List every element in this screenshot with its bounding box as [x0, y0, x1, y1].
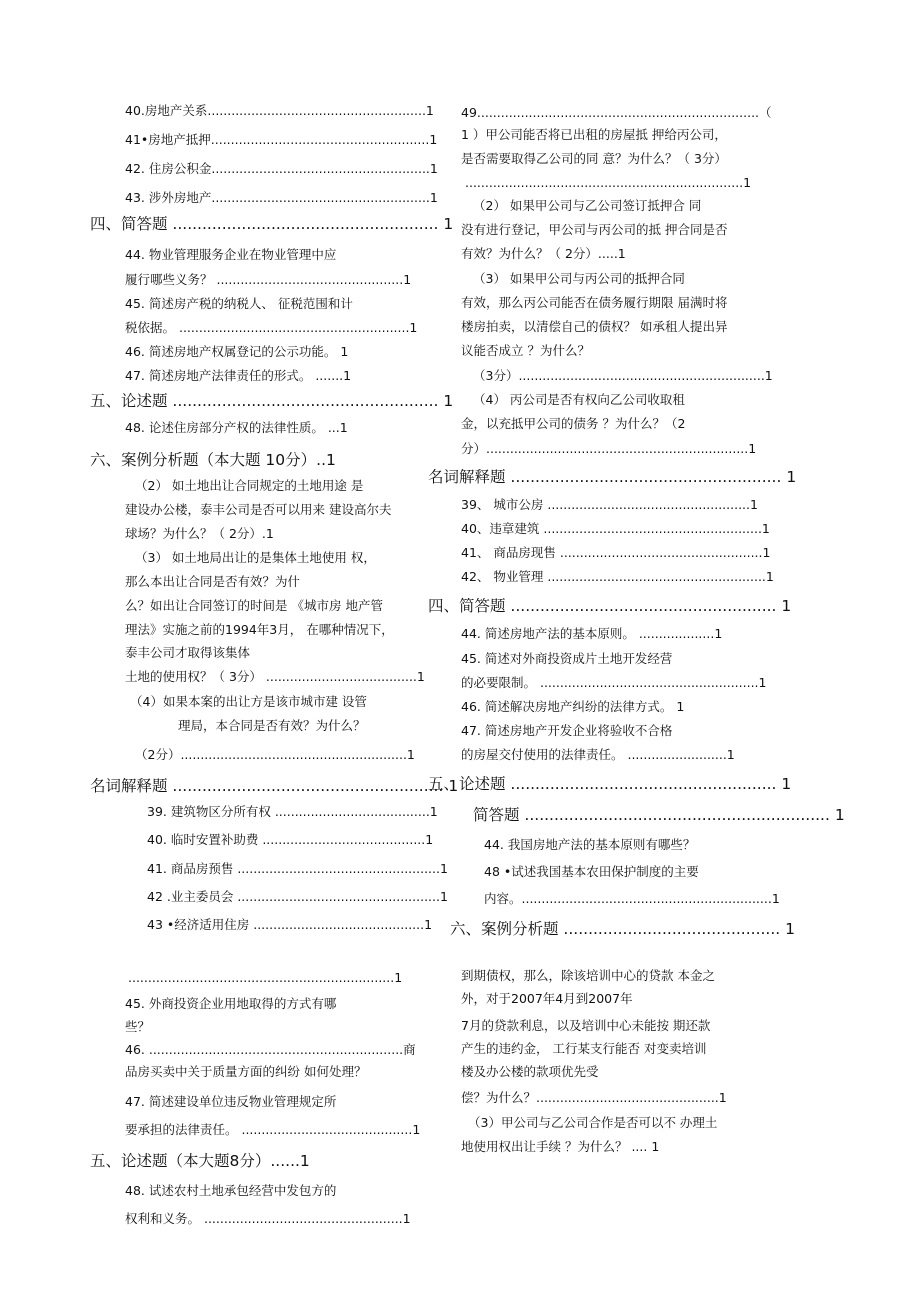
section-heading-short-answer-right: 四、简答题 ...................................................... 1 [428, 597, 792, 615]
entry-47: 47. 简述房地产法律责任的形式。 .......1 [125, 368, 352, 383]
case-49-q1-line1: 1 ）甲公司能否将已出租的房屋抵 押给丙公司， [461, 127, 727, 142]
entry-43-foreign-real-estate: 43. 涉外房地产.......................................................1 [125, 190, 438, 205]
case-49-q4-line2: 金，以充抵甲公司的债务 ？为什么？（2 [461, 416, 686, 431]
def-40: 40. 临时安置补助费 .........................................1 [147, 832, 434, 847]
case-49-q2-line1: （2） 如果甲公司与乙公司签订抵押合 同 [473, 198, 702, 213]
case-text-line2: 外，对于2007年4月到2007年 [461, 991, 633, 1006]
case-49-q3-line1: （3） 如果甲公司与丙公司的抵押合同 [473, 271, 685, 286]
def-39: 39. 建筑物区分所有权 .......................................1 [147, 804, 438, 819]
dotted-leader-line: ...................................................................1 [128, 970, 403, 985]
section-heading-case-analysis: 六、案例分析题（本大题 10分）..1 [90, 451, 336, 469]
right-entry-48-line2: 内容。...............................................................1 [484, 891, 780, 906]
right-entry-44b: 44. 我国房地产法的基本原则有哪些？ [484, 837, 696, 852]
def-right-41: 41、 商品房现售 ...................................................1 [461, 545, 771, 560]
case-49-q4-line1: （4） 丙公司是否有权向乙公司收取租 [473, 392, 685, 407]
case-49-q2-line2: 没有进行登记，甲公司与丙公司的抵 押合同是否 [461, 222, 728, 237]
case-49-header: 49.......................................................................（ [461, 105, 772, 120]
def-43: 43 •经济适用住房 ...........................................1 [147, 917, 433, 932]
case-text-line3: 7月的贷款利息，以及培训中心未能按 期还款 [461, 1018, 711, 1033]
entry-48b-line2: 权利和义务。 ..................................................1 [125, 1211, 411, 1226]
entry-45b-line2: 些？ [125, 1019, 151, 1034]
case-text-line1: 到期债权，那么，除该培训中心的贷款 本金之 [461, 968, 715, 983]
entry-40-real-estate-relation: 40.房地产关系.......................................................1 [125, 103, 434, 118]
case-q3-right-line1: （3）甲公司与乙公司合作是否可以不 办理土 [468, 1115, 718, 1130]
case-49-q1-line2: 是否需要取得乙公司的同 意？为什么？（ 3分） [461, 151, 727, 166]
section-heading-definitions-right: 名词解释题 ....................................................... 1 [428, 468, 797, 486]
case-q3-line2: 那么本出让合同是否有效？为什 [125, 574, 301, 589]
right-entry-48-line1: 48 •试述我国基本农田保护制度的主要 [484, 864, 699, 879]
case-49-q1-line3: ......................................................................1 [465, 175, 752, 190]
entry-46: 46. 简述房地产权属登记的公示功能。 1 [125, 344, 349, 359]
def-42: 42 .业主委员会 ...................................................1 [147, 889, 448, 904]
section-heading-case-analysis-right: 六、案例分析题 ............................................ 1 [450, 920, 796, 938]
case-49-q3-line4: 议能否成立 ？为什么？ [461, 343, 590, 358]
case-49-q3-line5: （3分）..............................................................1 [473, 368, 773, 383]
section-heading-essay-right: 五、论述题 ...................................................... 1 [428, 775, 792, 793]
right-entry-44: 44. 简述房地产法的基本原则。 ...................1 [461, 626, 723, 641]
entry-46b-line1: 46. ................................................................商 [125, 1042, 416, 1057]
section-heading-essay-8pts: 五、论述题（本大题8分）......1 [90, 1152, 310, 1170]
entry-42-housing-fund: 42. 住房公积金.......................................................1 [125, 161, 438, 176]
entry-44-line1: 44. 物业管理服务企业在物业管理中应 [125, 247, 337, 262]
case-q2-line1: （2） 如土地出让合同规定的土地用途 是 [135, 478, 364, 493]
entry-48: 48. 论述住房部分产权的法律性质。 ...1 [125, 420, 348, 435]
entry-47b-line2: 要承担的法律责任。 ...........................................1 [125, 1122, 421, 1137]
section-heading-essay: 五、论述题 ...................................................... 1 [90, 392, 454, 410]
case-q3-line4: 理法》实施之前的1994年3月， 在哪种情况下， [125, 622, 394, 637]
right-entry-46: 46. 简述解决房地产纠纷的法律方式。 1 [461, 699, 685, 714]
case-q3-line6: 土地的使用权？（ 3分） ......................................1 [125, 669, 425, 684]
section-heading-definitions: 名词解释题 ....................................................... 1 [90, 777, 459, 795]
right-entry-45-line1: 45. 简述对外商投资成片土地开发经营 [461, 651, 673, 666]
right-entry-47-line2: 的房屋交付使用的法律责任。 .........................1 [461, 747, 735, 762]
entry-45-line1: 45. 简述房产税的纳税人、 征税范围和计 [125, 296, 353, 311]
entry-47b-line1: 47. 简述建设单位违反物业管理规定所 [125, 1094, 337, 1109]
section-heading-short-answer-right-2: 简答题 .............................................................. 1 [473, 806, 845, 824]
case-text-line6: 偿？为什么？..............................................1 [461, 1090, 727, 1105]
entry-44-line2: 履行哪些义务？ ...............................................1 [125, 272, 412, 287]
case-49-q4-line3: 分）..................................................................1 [461, 441, 757, 456]
def-right-42: 42、 物业管理 .......................................................1 [461, 569, 774, 584]
entry-48b-line1: 48. 试述农村土地承包经营中发包方的 [125, 1183, 337, 1198]
right-entry-45-line2: 的必要限制。 .......................................................1 [461, 675, 767, 690]
def-right-40: 40、违章建筑 .......................................................1 [461, 521, 770, 536]
case-q4-line2: 理局，本合同是否有效？为什么？ [178, 718, 366, 733]
case-49-q3-line3: 楼房拍卖，以清偿自己的债权？ 如承租人提出异 [461, 319, 728, 334]
section-heading-short-answer: 四、简答题 ...................................................... 1 [90, 215, 454, 233]
case-q4-line3: （2分）.........................................................1 [135, 747, 415, 762]
entry-45b-line1: 45. 外商投资企业用地取得的方式有哪 [125, 996, 337, 1011]
entry-45-line2: 税依据。 ..........................................................1 [125, 320, 418, 335]
case-q3-line3: 么？如出让合同签订的时间是 《城市房 地产管 [125, 598, 383, 613]
case-49-q3-line2: 有效，那么丙公司能否在债务履行期限 届满时将 [461, 295, 728, 310]
case-49-q2-line3: 有效？为什么？（ 2分）.....1 [461, 246, 626, 261]
entry-46b-line2: 品房买卖中关于质量方面的纠纷 如何处理？ [125, 1064, 367, 1079]
def-right-39: 39、 城市公房 ...................................................1 [461, 497, 758, 512]
case-text-line4: 产生的违约金， 工行某支行能否 对变卖培训 [461, 1041, 707, 1056]
case-q2-line2: 建设办公楼，泰丰公司是否可以用来 建设高尔夫 [125, 502, 392, 517]
right-entry-47-line1: 47. 简述房地产开发企业将验收不合格 [461, 723, 673, 738]
case-q3-line5: 泰丰公司才取得该集体 [125, 645, 251, 660]
case-text-line5: 楼及办公楼的款项优先受 [461, 1064, 599, 1079]
def-41: 41. 商品房预售 ...................................................1 [147, 861, 448, 876]
case-q2-line3: 球场？为什么？（ 2分）.1 [125, 526, 274, 541]
case-q3-line1: （3） 如土地局出让的是集体土地使用 权， [135, 550, 376, 565]
entry-41-mortgage: 41•房地产抵押.......................................................1 [125, 132, 438, 147]
case-q4-line1: （4）如果本案的出让方是该市城市建 设管 [130, 694, 367, 709]
case-q3-right-line2: 地使用权出让手续 ？为什么？ .... 1 [461, 1139, 660, 1154]
